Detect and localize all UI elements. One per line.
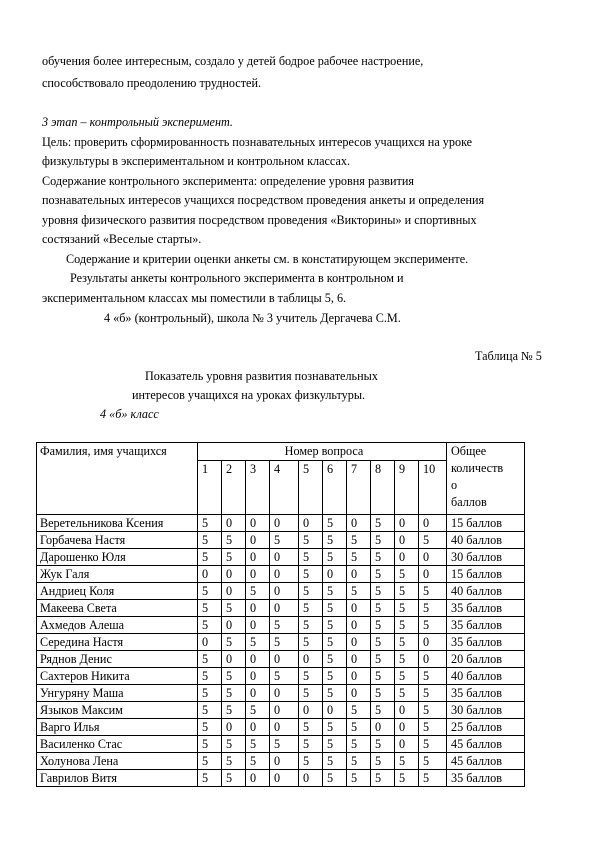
total-score: 40 баллов: [447, 532, 525, 549]
score-cell: 5: [222, 685, 246, 702]
total-score: 45 баллов: [447, 736, 525, 753]
student-name: Сахтеров Никита: [37, 668, 198, 685]
score-cell: 5: [371, 600, 395, 617]
score-cell: 0: [371, 719, 395, 736]
score-cell: 5: [270, 668, 299, 685]
student-row: [37, 617, 525, 634]
score-cell: 5: [419, 753, 447, 770]
total-score: 20 баллов: [447, 651, 525, 668]
score-cell: 0: [246, 566, 270, 583]
score-cell: 5: [323, 617, 347, 634]
score-cell: 5: [371, 566, 395, 583]
score-cell: 5: [323, 634, 347, 651]
class-info-line: 4 «б» (контрольный), школа № 3 учитель Дергачева С.М.: [104, 311, 401, 325]
score-cell: 0: [395, 549, 419, 566]
question-number: 3: [246, 461, 270, 515]
score-cell: 0: [246, 600, 270, 617]
student-row: [37, 753, 525, 770]
score-cell: 5: [299, 685, 323, 702]
score-cell: 5: [323, 532, 347, 549]
score-cell: 5: [198, 617, 222, 634]
results-line: экспериментальном классах мы поместили в таблицы 5, 6.: [42, 291, 347, 305]
total-score: 35 баллов: [447, 770, 525, 787]
score-cell: 5: [395, 668, 419, 685]
score-cell: 5: [347, 583, 371, 600]
question-number: 5: [299, 461, 323, 515]
question-number: 10: [419, 461, 447, 515]
score-cell: 5: [419, 685, 447, 702]
score-cell: 0: [198, 634, 222, 651]
score-cell: 5: [198, 600, 222, 617]
student-name: Макеева Света: [37, 600, 198, 617]
score-cell: 0: [246, 685, 270, 702]
score-cell: 5: [347, 736, 371, 753]
score-cell: 0: [222, 617, 246, 634]
score-cell: 5: [198, 515, 222, 532]
content-line: состязаний «Веселые старты».: [42, 232, 202, 246]
score-cell: 5: [246, 753, 270, 770]
score-cell: 0: [270, 583, 299, 600]
class-label: 4 «б» класс: [100, 407, 159, 421]
student-row: [37, 583, 525, 600]
student-row: [37, 566, 525, 583]
score-cell: 5: [395, 753, 419, 770]
score-cell: 0: [246, 617, 270, 634]
score-cell: 5: [299, 668, 323, 685]
score-cell: 0: [246, 719, 270, 736]
score-cell: 0: [347, 566, 371, 583]
score-cell: 0: [347, 634, 371, 651]
question-number: 8: [371, 461, 395, 515]
student-row: [37, 515, 525, 532]
header-total-line: количеств: [451, 461, 504, 475]
score-cell: 0: [323, 566, 347, 583]
student-name: Василенко Стас: [37, 736, 198, 753]
score-cell: 0: [270, 719, 299, 736]
score-cell: 5: [419, 617, 447, 634]
score-cell: 0: [270, 702, 299, 719]
score-cell: 5: [323, 600, 347, 617]
score-cell: 0: [299, 515, 323, 532]
header-total-line: о: [451, 478, 458, 492]
student-row: [37, 651, 525, 668]
score-cell: 5: [299, 736, 323, 753]
score-cell: 5: [270, 617, 299, 634]
score-cell: 5: [198, 702, 222, 719]
total-score: 40 баллов: [447, 668, 525, 685]
score-cell: 5: [323, 583, 347, 600]
header-name: Фамилия, имя учащихся: [37, 443, 198, 515]
score-cell: 5: [395, 583, 419, 600]
total-score: 35 баллов: [447, 685, 525, 702]
student-row: [37, 702, 525, 719]
score-cell: 5: [419, 583, 447, 600]
score-cell: 5: [270, 736, 299, 753]
score-cell: 5: [347, 753, 371, 770]
content-line: познавательных интересов учащихся посредством проведения анкеты и определения: [42, 193, 485, 207]
total-score: 15 баллов: [447, 515, 525, 532]
score-cell: 0: [270, 651, 299, 668]
score-cell: 0: [270, 600, 299, 617]
score-cell: 5: [323, 549, 347, 566]
score-cell: 5: [323, 719, 347, 736]
student-name: Гаврилов Витя: [37, 770, 198, 787]
student-row: [37, 600, 525, 617]
total-score: 40 баллов: [447, 583, 525, 600]
score-cell: 0: [222, 583, 246, 600]
score-cell: 5: [246, 634, 270, 651]
score-cell: 0: [246, 651, 270, 668]
score-cell: 5: [371, 685, 395, 702]
content-line: уровня физического развития посредством проведения «Викторины» и спортивных: [42, 213, 477, 227]
score-cell: 0: [395, 702, 419, 719]
score-cell: 0: [347, 651, 371, 668]
question-number: 4: [270, 461, 299, 515]
student-name: Середина Настя: [37, 634, 198, 651]
total-score: 15 баллов: [447, 566, 525, 583]
score-cell: 0: [270, 753, 299, 770]
content-line: Содержание контрольного эксперимента: определение уровня развития: [42, 174, 415, 188]
score-cell: 5: [323, 515, 347, 532]
score-cell: 5: [299, 617, 323, 634]
score-cell: 5: [198, 685, 222, 702]
table-title: интересов учащихся на уроках физкультуры.: [132, 388, 366, 402]
total-score: 45 баллов: [447, 753, 525, 770]
student-name: Дарошенко Юля: [37, 549, 198, 566]
score-cell: 5: [299, 719, 323, 736]
student-name: Веретельникова Ксения: [37, 515, 198, 532]
score-cell: 5: [371, 549, 395, 566]
student-row: [37, 719, 525, 736]
total-score: 25 баллов: [447, 719, 525, 736]
score-cell: 5: [395, 617, 419, 634]
question-number: 7: [347, 461, 371, 515]
score-cell: 0: [347, 668, 371, 685]
score-cell: 5: [419, 736, 447, 753]
score-cell: 5: [198, 532, 222, 549]
score-cell: 5: [395, 566, 419, 583]
table-number: Таблица № 5: [475, 349, 542, 363]
score-cell: 0: [419, 566, 447, 583]
student-name: Андриец Коля: [37, 583, 198, 600]
student-name: Ахмедов Алеша: [37, 617, 198, 634]
score-cell: 0: [419, 549, 447, 566]
table-title: Показатель уровня развития познавательных: [145, 369, 378, 383]
score-cell: 5: [419, 702, 447, 719]
score-cell: 5: [299, 532, 323, 549]
score-cell: 5: [323, 753, 347, 770]
score-cell: 5: [246, 736, 270, 753]
score-cell: 0: [347, 617, 371, 634]
score-cell: 5: [347, 549, 371, 566]
score-cell: 0: [246, 770, 270, 787]
student-name: Горбачева Настя: [37, 532, 198, 549]
question-number: 1: [198, 461, 222, 515]
header-total: [447, 443, 525, 515]
score-cell: 5: [395, 634, 419, 651]
score-cell: 5: [222, 770, 246, 787]
score-cell: 5: [222, 702, 246, 719]
score-cell: 5: [222, 753, 246, 770]
score-cell: 5: [246, 702, 270, 719]
score-cell: 5: [371, 770, 395, 787]
total-score: 35 баллов: [447, 634, 525, 651]
score-cell: 5: [323, 685, 347, 702]
score-cell: 0: [270, 770, 299, 787]
score-cell: 5: [323, 651, 347, 668]
score-cell: 0: [299, 702, 323, 719]
student-name: Жук Галя: [37, 566, 198, 583]
score-cell: 5: [246, 583, 270, 600]
score-cell: 5: [270, 532, 299, 549]
header-questions: Номер вопроса: [198, 443, 447, 461]
score-cell: 5: [371, 532, 395, 549]
score-cell: 0: [270, 515, 299, 532]
score-cell: 5: [299, 634, 323, 651]
stage-heading: 3 этап – контрольный эксперимент.: [42, 115, 233, 129]
score-cell: 0: [419, 651, 447, 668]
score-cell: 5: [371, 753, 395, 770]
score-cell: 0: [270, 549, 299, 566]
score-cell: 5: [198, 770, 222, 787]
score-cell: 5: [222, 549, 246, 566]
score-cell: 5: [299, 566, 323, 583]
score-cell: 0: [299, 770, 323, 787]
score-cell: 5: [371, 736, 395, 753]
score-cell: 5: [222, 600, 246, 617]
student-name: Ряднов Денис: [37, 651, 198, 668]
score-cell: 5: [395, 651, 419, 668]
score-cell: 5: [419, 719, 447, 736]
score-cell: 5: [222, 736, 246, 753]
student-row: [37, 549, 525, 566]
total-score: 35 баллов: [447, 617, 525, 634]
score-cell: 5: [198, 668, 222, 685]
score-cell: 0: [395, 736, 419, 753]
score-cell: 5: [419, 770, 447, 787]
criteria-line: Содержание и критерии оценки анкеты см. в констатирующем эксперименте.: [66, 252, 469, 266]
student-name: Холунова Лена: [37, 753, 198, 770]
paragraph-line: обучения более интересным, создало у детей бодрое рабочее настроение,: [42, 54, 424, 68]
goal-line: физкультуры в экспериментальном и контрольном классах.: [42, 154, 351, 168]
score-cell: 5: [222, 634, 246, 651]
score-cell: 0: [299, 651, 323, 668]
score-cell: 0: [222, 651, 246, 668]
score-cell: 0: [246, 549, 270, 566]
score-cell: 5: [347, 702, 371, 719]
score-cell: 5: [371, 617, 395, 634]
student-name: Унгуряну Маша: [37, 685, 198, 702]
total-score: 30 баллов: [447, 702, 525, 719]
score-cell: 5: [270, 634, 299, 651]
score-cell: 5: [371, 634, 395, 651]
score-cell: 5: [347, 719, 371, 736]
score-cell: 5: [323, 736, 347, 753]
score-cell: 5: [419, 600, 447, 617]
score-cell: 5: [198, 753, 222, 770]
score-cell: 5: [198, 719, 222, 736]
score-cell: 5: [222, 668, 246, 685]
score-cell: 5: [198, 549, 222, 566]
score-cell: 5: [395, 770, 419, 787]
score-cell: 0: [222, 719, 246, 736]
score-cell: 5: [371, 651, 395, 668]
score-cell: 5: [222, 532, 246, 549]
score-cell: 5: [299, 549, 323, 566]
score-cell: 0: [395, 515, 419, 532]
score-cell: 5: [347, 770, 371, 787]
score-cell: 5: [371, 702, 395, 719]
results-line: Результаты анкеты контрольного эксперимента в контрольном и: [70, 271, 404, 285]
score-cell: 5: [419, 532, 447, 549]
score-cell: 5: [299, 583, 323, 600]
score-cell: 5: [299, 753, 323, 770]
score-cell: 5: [395, 685, 419, 702]
score-cell: 5: [198, 583, 222, 600]
score-cell: 5: [371, 515, 395, 532]
student-row: [37, 736, 525, 753]
score-cell: 5: [198, 736, 222, 753]
student-row: [37, 634, 525, 651]
header-total-line: Общее: [451, 444, 487, 458]
student-row: [37, 770, 525, 787]
score-cell: 0: [395, 719, 419, 736]
score-cell: 5: [371, 668, 395, 685]
student-row: [37, 532, 525, 549]
score-cell: 0: [323, 702, 347, 719]
score-cell: 0: [246, 668, 270, 685]
score-cell: 0: [270, 685, 299, 702]
score-cell: 5: [323, 668, 347, 685]
score-cell: 5: [347, 532, 371, 549]
score-cell: 0: [246, 532, 270, 549]
score-cell: 0: [246, 515, 270, 532]
header-total-line: баллов: [451, 495, 487, 509]
score-cell: 5: [323, 770, 347, 787]
student-row: [37, 668, 525, 685]
score-cell: 0: [347, 685, 371, 702]
score-cell: 5: [371, 583, 395, 600]
total-score: 30 баллов: [447, 549, 525, 566]
score-cell: 0: [222, 566, 246, 583]
score-cell: 0: [419, 634, 447, 651]
score-cell: 0: [270, 566, 299, 583]
score-cell: 5: [198, 651, 222, 668]
score-cell: 0: [347, 515, 371, 532]
score-cell: 0: [395, 532, 419, 549]
score-cell: 0: [347, 600, 371, 617]
goal-line: Цель: проверить сформированность познавательных интересов учащихся на уроке: [42, 135, 473, 149]
score-cell: 0: [419, 515, 447, 532]
score-cell: 5: [395, 600, 419, 617]
student-name: Языков Максим: [37, 702, 198, 719]
question-number: 6: [323, 461, 347, 515]
question-number: 2: [222, 461, 246, 515]
total-score: 35 баллов: [447, 600, 525, 617]
student-row: [37, 685, 525, 702]
score-cell: 0: [222, 515, 246, 532]
paragraph-line: способствовало преодолению трудностей.: [42, 76, 262, 90]
scores-table: [36, 442, 525, 787]
score-cell: 5: [419, 668, 447, 685]
score-cell: 5: [299, 600, 323, 617]
score-cell: 0: [198, 566, 222, 583]
question-number: 9: [395, 461, 419, 515]
student-name: Варго Илья: [37, 719, 198, 736]
